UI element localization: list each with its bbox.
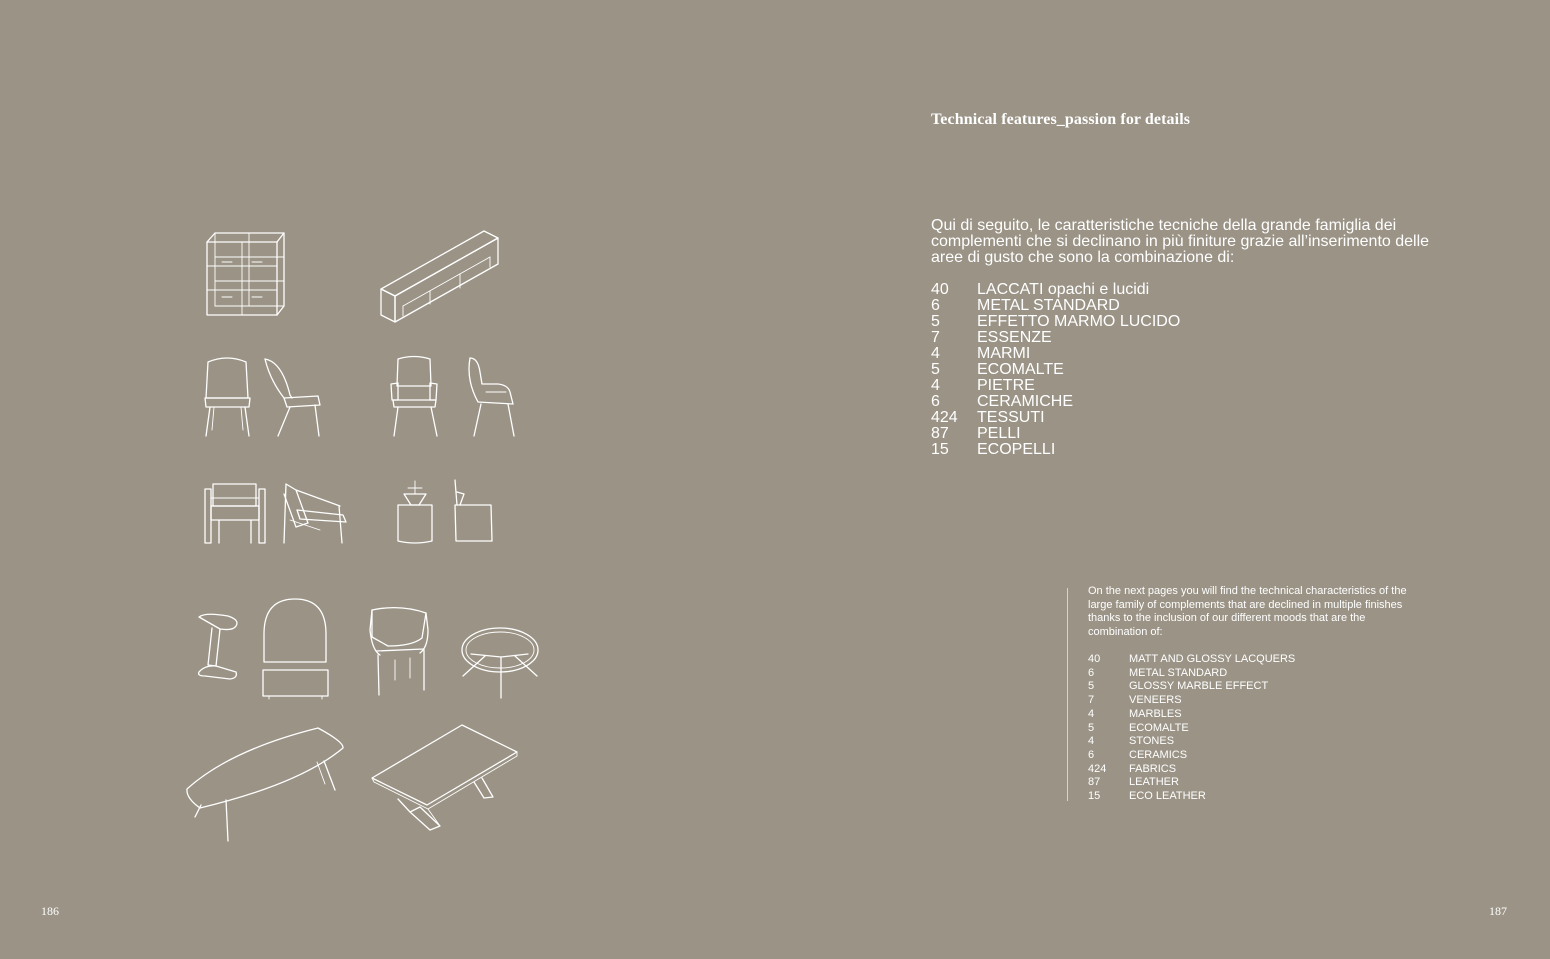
list-item [931, 314, 1180, 330]
item-count: 4 [931, 345, 940, 362]
list-item [1088, 735, 1295, 749]
pouf-front-icon [398, 481, 432, 543]
list-item [931, 378, 1180, 394]
lounge-chair-side-icon [284, 484, 346, 543]
item-label: MARMI [977, 345, 1031, 362]
list-item [1088, 694, 1295, 708]
list-item [1088, 708, 1295, 722]
page-title: Technical features_passion for details [931, 111, 1191, 128]
list-item [931, 282, 1180, 298]
list-item [931, 330, 1180, 346]
tv-sideboard-icon [381, 231, 498, 322]
item-label: LEATHER [1129, 776, 1179, 789]
item-label: TESSUTI [977, 409, 1045, 426]
lounge-chair-front-icon [205, 484, 265, 543]
list-item [1088, 763, 1295, 777]
item-count: 424 [1088, 762, 1107, 775]
item-count: 40 [931, 281, 949, 298]
item-count: 5 [1088, 680, 1095, 693]
item-count: 15 [1088, 790, 1101, 803]
list-item [1088, 667, 1295, 681]
tub-chair-icon [370, 608, 428, 695]
list-item [1088, 776, 1295, 790]
item-count: 4 [931, 377, 940, 394]
item-label: GLOSSY MARBLE EFFECT [1129, 680, 1269, 693]
item-count: 6 [931, 297, 940, 314]
item-count: 4 [1088, 735, 1095, 748]
mirror-icon [263, 599, 328, 699]
intro-text-italian: Qui di seguito, le caratteristiche tecniche della grande famiglia dei complementi che si declinano in più finiture grazie all’inserimento delle aree di gusto che sono la combinazione di: [931, 217, 1430, 266]
side-table-icon [199, 614, 237, 679]
item-count: 7 [1088, 694, 1095, 707]
list-item [931, 346, 1180, 362]
intro-text-english: On the next pages you will find the technical characteristics of the large family of complements that are declined in multiple finishes thanks to the inclusion of our different moods that are the combination of: [1088, 585, 1407, 638]
list-item [931, 442, 1180, 458]
armchair-front-icon [391, 357, 437, 437]
item-count: 87 [931, 425, 949, 442]
vertical-divider [1067, 588, 1068, 801]
list-item [1088, 790, 1295, 804]
finishes-list-english [1088, 653, 1295, 804]
pouf-side-icon [455, 480, 492, 541]
bookcase-icon [207, 233, 284, 315]
item-count: 5 [931, 361, 940, 378]
list-item [1088, 653, 1295, 667]
item-count: 15 [931, 441, 949, 458]
item-label: ESSENZE [977, 329, 1052, 346]
finishes-list-italian [931, 282, 1180, 458]
list-item [1088, 722, 1295, 736]
item-count: 424 [931, 409, 958, 426]
item-count: 7 [931, 329, 940, 346]
item-label: ECOMALTE [977, 361, 1064, 378]
item-label: METAL STANDARD [977, 297, 1120, 314]
item-count: 6 [1088, 666, 1095, 679]
item-label: METAL STANDARD [1129, 666, 1228, 679]
item-label: ECOPELLI [977, 441, 1056, 458]
item-label: MARBLES [1129, 707, 1182, 720]
right-page [775, 0, 1550, 959]
item-count: 40 [1088, 653, 1101, 665]
chair-side-icon [265, 359, 320, 436]
list-item [931, 394, 1180, 410]
item-count: 87 [1088, 776, 1101, 789]
armchair-side-icon [469, 358, 514, 436]
rectangular-table-icon [372, 725, 517, 830]
barrel-table-icon [187, 728, 343, 841]
item-label: MATT AND GLOSSY LACQUERS [1129, 653, 1296, 665]
item-count: 4 [1088, 707, 1095, 720]
item-label: ECOMALTE [1129, 721, 1189, 734]
list-item [1088, 680, 1295, 694]
item-label: STONES [1129, 735, 1175, 748]
item-label: LACCATI opachi e lucidi [977, 281, 1150, 298]
list-item [931, 298, 1180, 314]
item-count: 6 [1088, 748, 1095, 761]
item-label: ECO LEATHER [1129, 790, 1206, 803]
item-label: EFFETTO MARMO LUCIDO [977, 313, 1181, 330]
item-label: VENEERS [1129, 694, 1182, 707]
list-item [931, 410, 1180, 426]
page-number-right: 187 [1489, 904, 1507, 918]
list-item [931, 362, 1180, 378]
list-item [931, 426, 1180, 442]
item-count: 5 [931, 313, 940, 330]
chair-front-icon [205, 358, 250, 436]
item-label: PELLI [977, 425, 1021, 442]
item-label: CERAMICS [1129, 748, 1188, 761]
list-item [1088, 749, 1295, 763]
page-number-left: 186 [41, 904, 59, 918]
item-count: 5 [1088, 721, 1095, 734]
item-label: PIETRE [977, 377, 1035, 394]
item-label: FABRICS [1129, 762, 1177, 775]
oval-table-icon [462, 628, 538, 698]
item-count: 6 [931, 393, 940, 410]
item-label: CERAMICHE [977, 393, 1074, 410]
